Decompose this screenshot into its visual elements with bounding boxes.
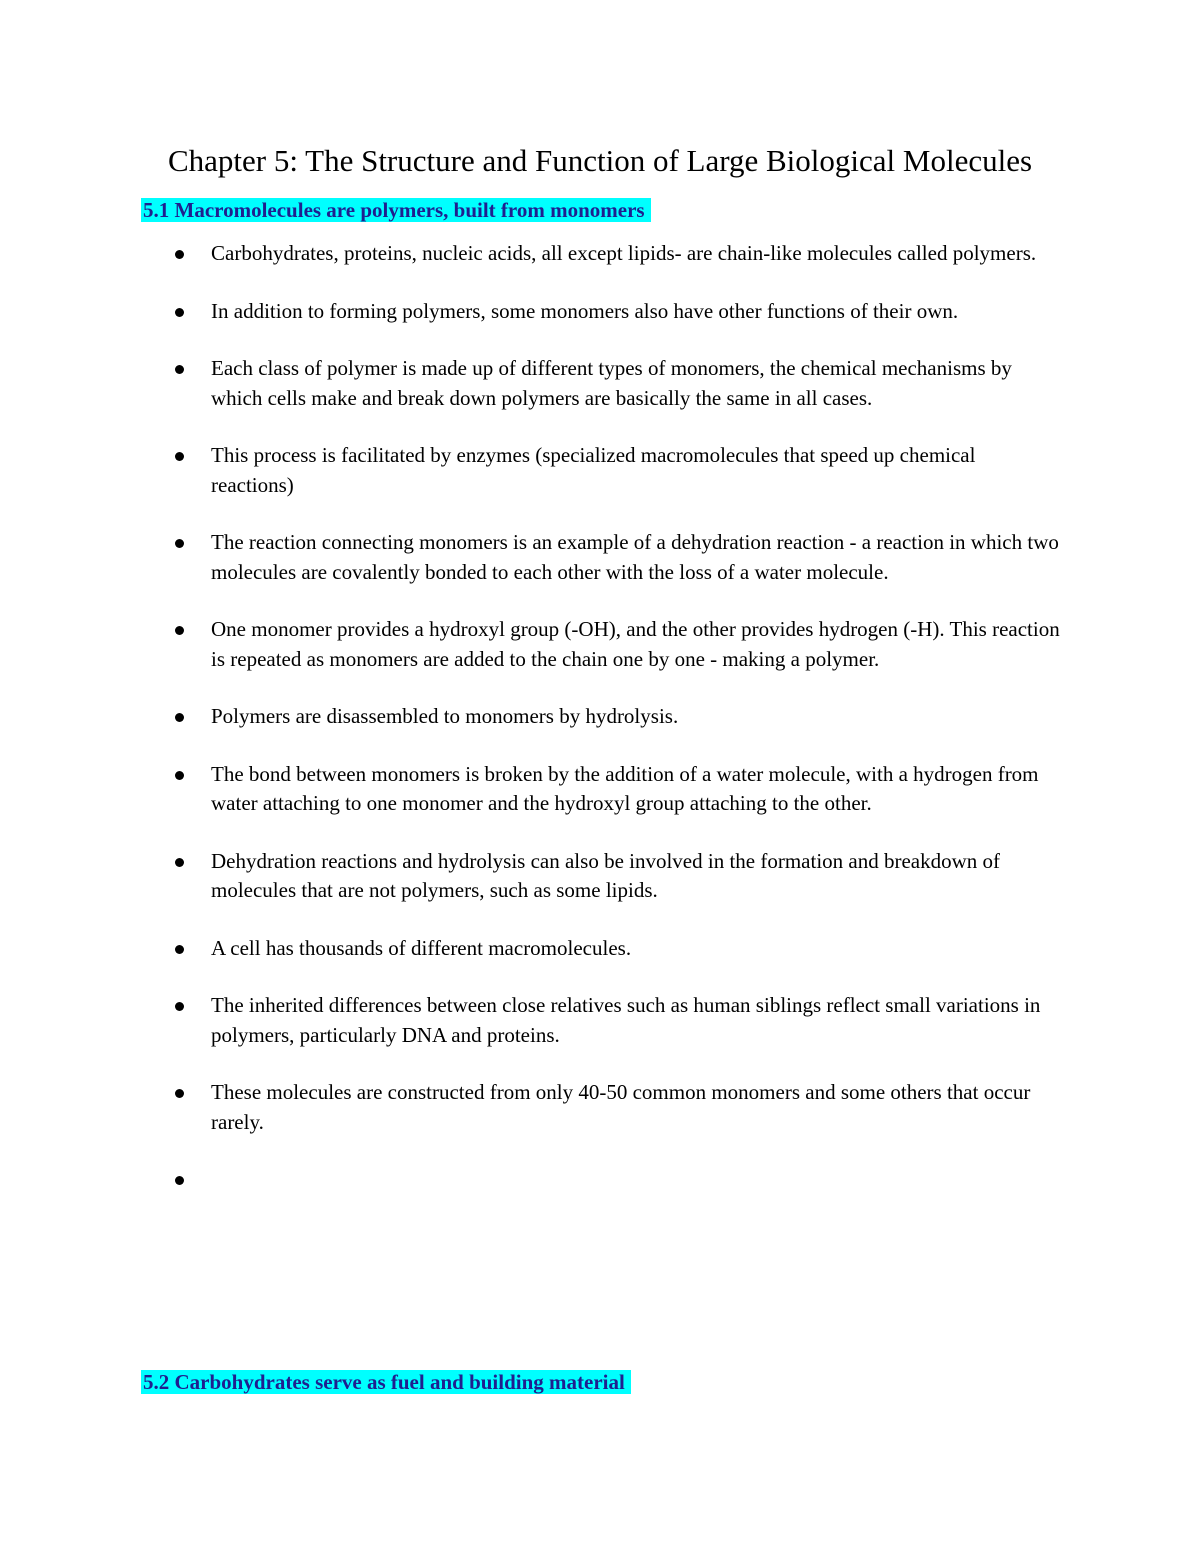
bullet-icon [175, 626, 184, 635]
list-item-text [211, 1165, 1061, 1195]
bullet-icon [175, 1002, 184, 1011]
list-item-text: Each class of polymer is made up of different types of monomers, the chemical mechanisms by which cells make and break down polymers are basically the same in all cases. [211, 356, 1012, 410]
list-item [0, 239, 1061, 269]
bullet-icon [175, 713, 184, 722]
list-item [0, 615, 1061, 674]
list-item-text: A cell has thousands of different macromolecules. [211, 935, 632, 960]
list-item-text: One monomer provides a hydroxyl group (-OH), and the other provides hydrogen (-H). This reaction is repeated as monomers are added to the chain one by one - making a polymer. [211, 617, 1060, 671]
list-item [0, 528, 1061, 587]
list-item-text: In addition to forming polymers, some monomers also have other functions of their own. [211, 298, 959, 323]
list-item-text: The bond between monomers is broken by the addition of a water molecule, with a hydrogen from water attaching to one monomer and the hydroxyl group attaching to the other. [211, 761, 1039, 815]
list-item [0, 934, 1061, 964]
bullet-icon [175, 1089, 184, 1098]
bullet-list [0, 239, 1200, 1223]
list-item-text: The reaction connecting monomers is an example of a dehydration reaction - a reaction in which two molecules are covalently bonded to each other with the loss of a water molecule. [211, 530, 1059, 584]
bullet-icon [175, 539, 184, 548]
list-item-text: Carbohydrates, proteins, nucleic acids, all except lipids- are chain-like molecules called polymers. [211, 241, 1037, 265]
list-item [0, 441, 1061, 500]
list-item [0, 1078, 1061, 1137]
list-item [0, 991, 1061, 1050]
bullet-icon [175, 365, 184, 374]
list-item [0, 847, 1061, 906]
bullet-icon [175, 771, 184, 780]
bullet-icon [175, 308, 184, 317]
list-item-text: Dehydration reactions and hydrolysis can also be involved in the formation and breakdown of molecules that are not polymers, such as some lipids. [211, 848, 1001, 902]
bullet-icon [175, 452, 184, 461]
bullet-icon [175, 1176, 184, 1185]
list-item-text: Polymers are disassembled to monomers by hydrolysis. [211, 704, 679, 728]
list-item [0, 760, 1061, 819]
list-item-empty [0, 1165, 1061, 1195]
list-item-text: This process is facilitated by enzymes (specialized macromolecules that speed up chemical reactions) [211, 443, 976, 497]
bullet-icon [175, 945, 184, 954]
bullet-icon [175, 250, 184, 259]
section-heading-5-1-text: 5.1 Macromolecules are polymers, built from monomers [141, 198, 651, 222]
list-item [0, 354, 1061, 413]
list-item [0, 702, 1061, 732]
section-heading-5-2-text: 5.2 Carbohydrates serve as fuel and building material [141, 1370, 631, 1394]
section-heading-5-1 [141, 195, 651, 225]
page-title: Chapter 5: The Structure and Function of Large Biological Molecules [167, 143, 1033, 178]
list-item-text: These molecules are constructed from only 40-50 common monomers and some others that occur rarely. [211, 1080, 1031, 1134]
section-heading-5-2 [141, 1367, 631, 1397]
list-item [0, 297, 1061, 327]
bullet-icon [175, 858, 184, 867]
list-item-text: The inherited differences between close relatives such as human siblings reflect small variations in polymers, particularly DNA and proteins. [211, 993, 1041, 1047]
